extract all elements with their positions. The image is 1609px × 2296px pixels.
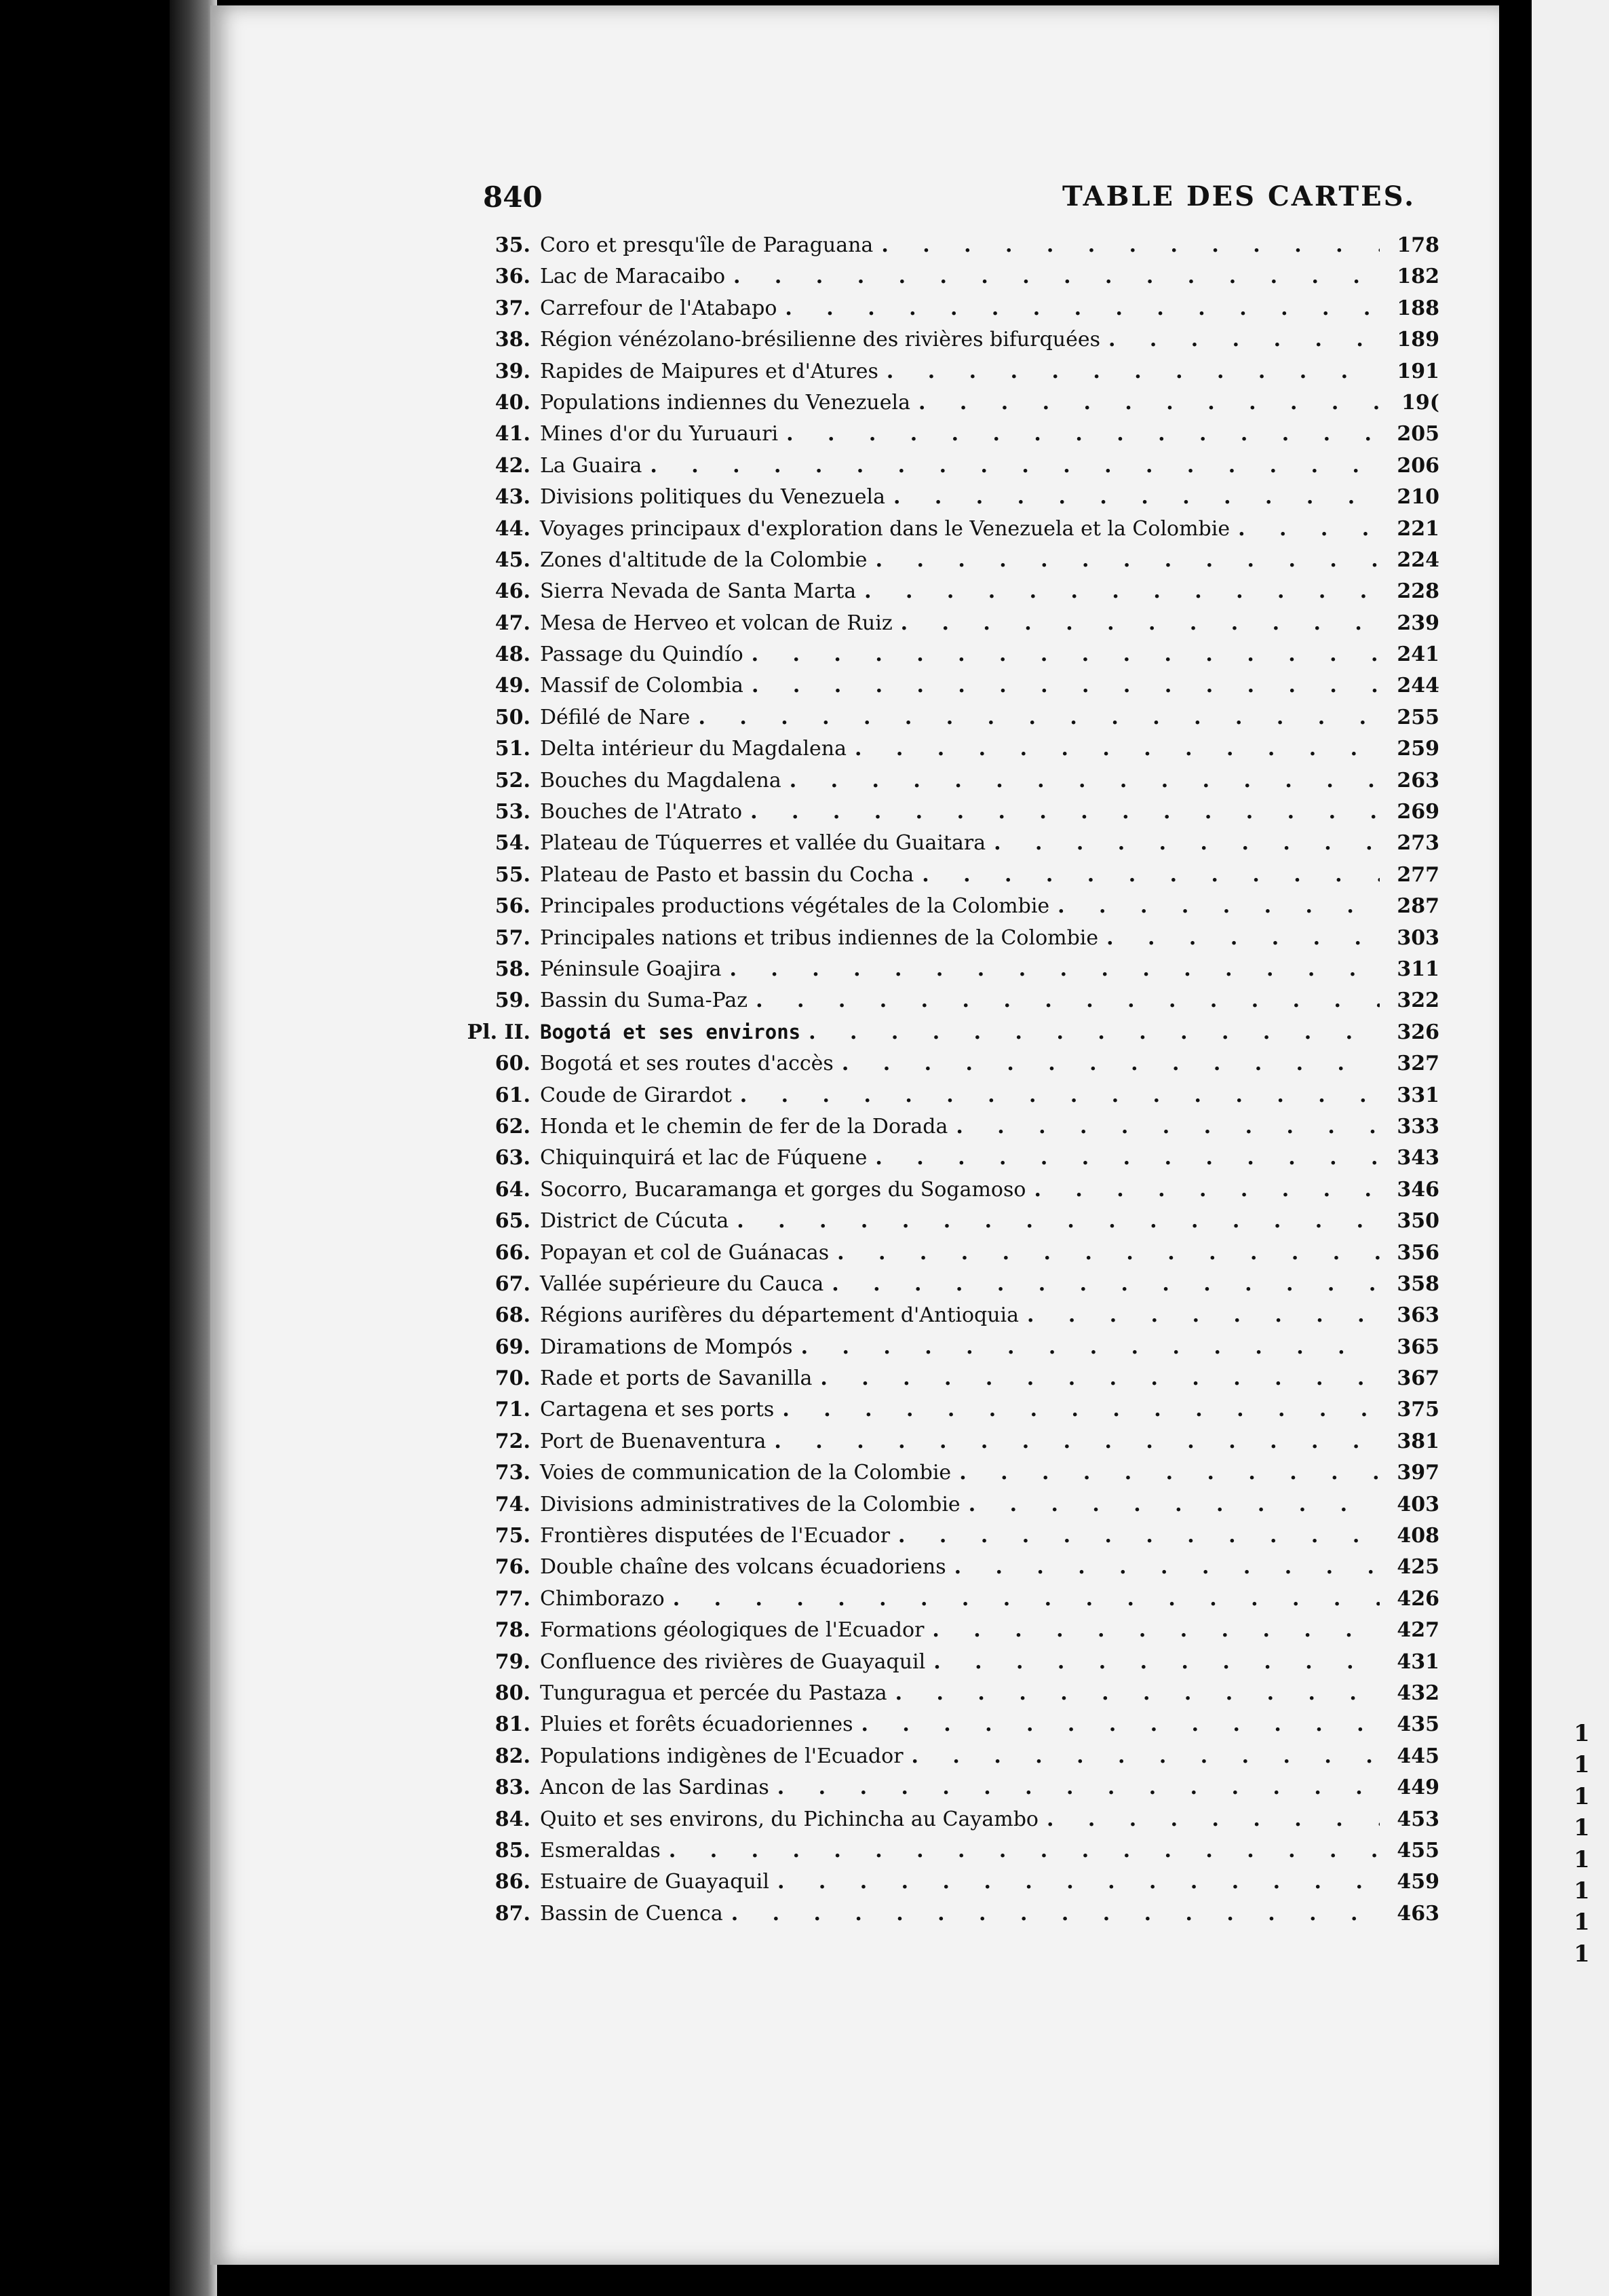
- toc-entry-title: Principales productions végétales de la Colombie: [540, 894, 1050, 919]
- toc-entry-number: 55.: [495, 862, 530, 887]
- toc-entry-title: Principales nations et tribus indiennes de la Colombie: [540, 925, 1099, 950]
- toc-entry: [449, 1555, 1439, 1586]
- toc-entry-page: 322: [1397, 989, 1439, 1013]
- toc-entry: [449, 265, 1439, 296]
- toc-entry-page: 244: [1397, 674, 1439, 698]
- dot-leader: [969, 1493, 1380, 1516]
- toc-entry-number: 38.: [495, 328, 530, 352]
- toc-entry: [449, 611, 1439, 643]
- toc-entry-title: Estuaire de Guayaquil: [540, 1870, 769, 1894]
- toc-entry-title: Région vénézolano-brésilienne des rivières bifurquées: [540, 328, 1101, 352]
- dot-leader: [820, 1366, 1380, 1390]
- toc-entry-number: 52.: [495, 768, 530, 792]
- toc-entry-page: 19(: [1401, 390, 1439, 415]
- dot-leader: [740, 1084, 1380, 1107]
- toc-entry: [449, 800, 1439, 831]
- toc-entry: [449, 1115, 1439, 1146]
- toc-entry-page: 287: [1397, 894, 1439, 919]
- toc-entry-number: 71.: [495, 1398, 530, 1422]
- toc-entry-number: Pl. II.: [467, 1020, 530, 1044]
- toc-entry-title: Mesa de Herveo et volcan de Ruiz: [540, 611, 893, 635]
- adjacent-page-fragment: 1: [1574, 1845, 1590, 1873]
- toc-entry-number: 78.: [495, 1618, 530, 1643]
- adjacent-page-fragment: 1: [1574, 1877, 1590, 1905]
- dot-leader: [837, 1241, 1380, 1265]
- toc-entry-title: Diramations de Mompós: [540, 1335, 793, 1359]
- toc-entry: [449, 328, 1439, 359]
- toc-entry-page: 397: [1397, 1461, 1439, 1485]
- toc-entry: [449, 1713, 1439, 1744]
- toc-entry: [449, 1020, 1439, 1052]
- toc-entry-number: 54.: [495, 831, 530, 856]
- dot-leader: [1034, 1178, 1380, 1202]
- toc-entry-number: 61.: [495, 1083, 530, 1107]
- toc-entry-page: 333: [1397, 1114, 1439, 1139]
- adjacent-page-fragment: 1: [1574, 1751, 1590, 1779]
- toc-entry: [449, 1209, 1439, 1240]
- dot-leader: [922, 863, 1380, 887]
- running-title: TABLE DES CARTES.: [1062, 180, 1416, 212]
- dot-leader: [895, 1681, 1380, 1705]
- toc-entry-title: Popayan et col de Guánacas: [540, 1240, 830, 1265]
- toc-entry-title: Cartagena et ses ports: [540, 1398, 775, 1422]
- toc-entry-number: 86.: [495, 1870, 530, 1894]
- toc-entry-title: Chiquinquirá et lac de Fúquene: [540, 1146, 868, 1170]
- toc-entry-page: 432: [1397, 1681, 1439, 1705]
- toc-entry-page: 453: [1397, 1807, 1439, 1831]
- toc-entry-number: 35.: [495, 233, 530, 257]
- toc-entry-page: 303: [1397, 925, 1439, 950]
- toc-entry-page: 263: [1397, 768, 1439, 792]
- toc-entry: [449, 926, 1439, 957]
- toc-entry-page: 178: [1397, 233, 1439, 257]
- dot-leader: [912, 1744, 1380, 1768]
- dot-leader: [809, 1020, 1380, 1044]
- toc-entry: [449, 1839, 1439, 1870]
- dot-leader: [801, 1335, 1380, 1359]
- toc-entry-number: 69.: [495, 1335, 530, 1359]
- toc-entry: [449, 579, 1439, 611]
- toc-entry: [449, 1493, 1439, 1524]
- toc-entry-title: Chimborazo: [540, 1586, 665, 1611]
- toc-entry-number: 50.: [495, 705, 530, 729]
- toc-entry-title: Lac de Maracaibo: [540, 265, 726, 289]
- toc-entry-number: 72.: [495, 1429, 530, 1453]
- toc-entry-number: 48.: [495, 643, 530, 667]
- dot-leader: [994, 831, 1380, 855]
- dot-leader: [756, 989, 1380, 1012]
- toc-entry-title: Voyages principaux d'exploration dans le Venezuela et la Colombie: [540, 516, 1230, 541]
- dot-leader: [777, 1870, 1380, 1894]
- toc-entry-number: 68.: [495, 1303, 530, 1328]
- toc-entry-title: Delta intérieur du Magdalena: [540, 737, 847, 761]
- toc-entry-page: 365: [1397, 1335, 1439, 1359]
- toc-entry: [449, 1084, 1439, 1115]
- toc-entry-number: 59.: [495, 989, 530, 1013]
- adjacent-page-fragment: 1: [1574, 1814, 1590, 1842]
- toc-entry-title: Bogotá et ses routes d'accès: [540, 1052, 834, 1076]
- toc-entry-page: 350: [1397, 1209, 1439, 1233]
- toc-entry: [449, 1524, 1439, 1555]
- toc-entry-number: 63.: [495, 1146, 530, 1170]
- toc-entry-page: 206: [1397, 453, 1439, 478]
- toc-entry-number: 47.: [495, 611, 530, 635]
- toc-entry: [449, 422, 1439, 453]
- toc-entry-number: 39.: [495, 359, 530, 383]
- toc-entry-title: Carrefour de l'Atabapo: [540, 296, 777, 320]
- toc-entry: [449, 674, 1439, 705]
- toc-entry-number: 82.: [495, 1744, 530, 1768]
- toc-entry: [449, 737, 1439, 768]
- toc-entry-number: 40.: [495, 390, 530, 415]
- toc-entry-page: 224: [1397, 548, 1439, 572]
- toc-entry-page: 408: [1397, 1524, 1439, 1548]
- toc-entry-number: 64.: [495, 1177, 530, 1202]
- dot-leader: [861, 1713, 1380, 1736]
- toc-entry-title: Défilé de Nare: [540, 705, 691, 729]
- toc-entry-number: 87.: [495, 1901, 530, 1926]
- adjacent-page-fragment: 1: [1574, 1720, 1590, 1747]
- toc-entry-title: Populations indigènes de l'Ecuador: [540, 1744, 904, 1768]
- toc-entry-title: Bouches du Magdalena: [540, 768, 781, 792]
- toc-entry-page: 431: [1397, 1649, 1439, 1674]
- toc-entry: [449, 706, 1439, 737]
- toc-entry-title: Rade et ports de Savanilla: [540, 1366, 813, 1391]
- toc-entry: [449, 1303, 1439, 1335]
- toc-entry-title: Port de Buenaventura: [540, 1429, 767, 1453]
- toc-entry-number: 60.: [495, 1052, 530, 1076]
- toc-entry-title: Pluies et forêts écuadoriennes: [540, 1713, 853, 1737]
- toc-entry-page: 381: [1397, 1429, 1439, 1453]
- adjacent-page-fragment: 1: [1574, 1909, 1590, 1936]
- toc-entry-title: Bassin du Suma-Paz: [540, 989, 748, 1013]
- toc-entry-page: 449: [1397, 1776, 1439, 1800]
- dot-leader: [875, 1146, 1380, 1170]
- dot-leader: [786, 422, 1380, 446]
- toc-entry-page: 205: [1397, 422, 1439, 446]
- toc-entry-number: 79.: [495, 1649, 530, 1674]
- toc-entry-number: 36.: [495, 265, 530, 289]
- toc-entry-number: 65.: [495, 1209, 530, 1233]
- toc-entry: [449, 1241, 1439, 1272]
- toc-entry-page: 375: [1397, 1398, 1439, 1422]
- toc-entry-number: 75.: [495, 1524, 530, 1548]
- toc-entry-page: 455: [1397, 1838, 1439, 1862]
- toc-entry-number: 74.: [495, 1492, 530, 1516]
- toc-entry-page: 269: [1397, 800, 1439, 824]
- dot-leader: [731, 1902, 1380, 1926]
- toc-entry: [449, 1744, 1439, 1776]
- dot-leader: [752, 674, 1380, 697]
- toc-entry-title: Régions aurifères du département d'Antioquia: [540, 1303, 1020, 1328]
- toc-entry-title: Vallée supérieure du Cauca: [540, 1271, 824, 1296]
- toc-entry-number: 44.: [495, 516, 530, 541]
- dot-leader: [790, 769, 1380, 792]
- toc-entry-title: Mines d'or du Yuruauri: [540, 422, 779, 446]
- dot-leader: [785, 296, 1380, 320]
- toc-entry-title: Divisions politiques du Venezuela: [540, 485, 885, 510]
- toc-entry-page: 356: [1397, 1240, 1439, 1265]
- toc-entry-number: 49.: [495, 674, 530, 698]
- dot-leader: [933, 1650, 1380, 1674]
- dot-leader: [887, 360, 1380, 383]
- toc-entry-page: 445: [1397, 1744, 1439, 1768]
- toc-entry-title: Frontières disputées de l'Ecuador: [540, 1524, 891, 1548]
- toc-entry: [449, 233, 1439, 265]
- dot-leader: [876, 548, 1380, 572]
- toc-entry: [449, 360, 1439, 391]
- toc-entry-title: Bogotá et ses environs: [540, 1020, 801, 1044]
- dot-leader: [774, 1430, 1380, 1453]
- toc-entry-page: 427: [1397, 1618, 1439, 1643]
- toc-entry: [449, 769, 1439, 800]
- toc-entry-page: 367: [1397, 1366, 1439, 1391]
- toc-entry-page: 326: [1397, 1020, 1439, 1044]
- dot-leader: [1108, 328, 1380, 351]
- toc-entry-title: Populations indiennes du Venezuela: [540, 390, 910, 415]
- dot-leader: [932, 1618, 1380, 1642]
- dot-leader: [893, 485, 1380, 509]
- toc-entry: [449, 485, 1439, 516]
- toc-entry: [449, 894, 1439, 925]
- toc-entry-page: 273: [1397, 831, 1439, 856]
- dot-leader: [669, 1839, 1380, 1862]
- dot-leader: [881, 233, 1380, 257]
- toc-entry-page: 239: [1397, 611, 1439, 635]
- toc-entry-page: 425: [1397, 1555, 1439, 1580]
- toc-entry-page: 346: [1397, 1177, 1439, 1202]
- toc-entry: [449, 1146, 1439, 1177]
- toc-entry-number: 85.: [495, 1838, 530, 1862]
- toc-entry: [449, 1052, 1439, 1083]
- toc-entry-page: 221: [1397, 516, 1439, 541]
- dot-leader: [733, 265, 1380, 288]
- adjacent-page-edge: [1532, 0, 1609, 2296]
- toc-entry-title: Massif de Colombia: [540, 674, 743, 698]
- toc-entry-number: 81.: [495, 1713, 530, 1737]
- toc-entry-title: Divisions administratives de la Colombie: [540, 1492, 961, 1516]
- toc-entry: [449, 1870, 1439, 1901]
- toc-entry-page: 228: [1397, 579, 1439, 604]
- toc-entry-page: 277: [1397, 862, 1439, 887]
- toc-entry-page: 363: [1397, 1303, 1439, 1328]
- toc-entry-number: 83.: [495, 1776, 530, 1800]
- toc-entry-number: 62.: [495, 1114, 530, 1139]
- dot-leader: [855, 737, 1380, 761]
- toc-entry-page: 403: [1397, 1492, 1439, 1516]
- toc-entry-number: 41.: [495, 422, 530, 446]
- dot-leader: [832, 1272, 1380, 1296]
- dot-leader: [901, 611, 1380, 635]
- toc-entry: [449, 517, 1439, 548]
- toc-entry: [449, 1430, 1439, 1461]
- toc-entry-title: Passage du Quindío: [540, 643, 743, 667]
- toc-entry-number: 51.: [495, 737, 530, 761]
- page-number: 840: [483, 180, 543, 214]
- dot-leader: [842, 1052, 1380, 1075]
- toc-entry: [449, 1272, 1439, 1303]
- toc-entry: [449, 1587, 1439, 1618]
- dot-leader: [729, 957, 1380, 981]
- toc-entry: [449, 1398, 1439, 1429]
- toc-entry-number: 84.: [495, 1807, 530, 1831]
- toc-entry-page: 331: [1397, 1083, 1439, 1107]
- dot-leader: [673, 1587, 1380, 1611]
- toc-entry-page: 259: [1397, 737, 1439, 761]
- toc-entry-number: 67.: [495, 1271, 530, 1296]
- toc-entry-number: 43.: [495, 485, 530, 510]
- toc-entry-number: 46.: [495, 579, 530, 604]
- toc-entry: [449, 1650, 1439, 1681]
- toc-entry-title: Zones d'altitude de la Colombie: [540, 548, 868, 572]
- toc-entry-title: Coro et presqu'île de Paraguana: [540, 233, 874, 257]
- toc-entry: [449, 548, 1439, 579]
- toc-entry-number: 37.: [495, 296, 530, 320]
- toc-entry: [449, 1461, 1439, 1492]
- dot-leader: [752, 643, 1380, 666]
- toc-entry-number: 80.: [495, 1681, 530, 1705]
- dot-leader: [1238, 517, 1380, 541]
- toc-entry-page: 241: [1397, 643, 1439, 667]
- toc-entry: [449, 831, 1439, 862]
- toc-entry: [449, 957, 1439, 989]
- dot-leader: [956, 1115, 1380, 1139]
- toc-entry-title: Ancon de las Sardinas: [540, 1776, 769, 1800]
- adjacent-page-fragment: 1: [1574, 1782, 1590, 1810]
- dot-leader: [898, 1524, 1380, 1548]
- toc-entry-number: 70.: [495, 1366, 530, 1391]
- toc-entry-page: 255: [1397, 705, 1439, 729]
- toc-entry: [449, 1902, 1439, 1933]
- toc-entry: [449, 1681, 1439, 1713]
- toc-entry-title: Voies de communication de la Colombie: [540, 1461, 952, 1485]
- toc-entry: [449, 1807, 1439, 1839]
- dot-leader: [918, 391, 1380, 415]
- toc-entry-page: 426: [1397, 1586, 1439, 1611]
- toc-entry-number: 56.: [495, 894, 530, 919]
- dot-leader: [698, 706, 1380, 729]
- running-header: [210, 180, 1499, 221]
- toc-entry-page: 191: [1397, 359, 1439, 383]
- adjacent-page-fragment: 1: [1574, 1940, 1590, 1968]
- dot-leader: [782, 1398, 1380, 1421]
- toc-entry-number: 73.: [495, 1461, 530, 1485]
- dot-leader: [954, 1555, 1380, 1579]
- toc-entry: [449, 1178, 1439, 1209]
- dot-leader: [777, 1776, 1380, 1799]
- toc-entry: [449, 391, 1439, 422]
- toc-entry-page: 311: [1397, 957, 1439, 981]
- dot-leader: [1027, 1303, 1380, 1327]
- toc-entry-page: 182: [1397, 265, 1439, 289]
- dot-leader: [750, 800, 1380, 824]
- dot-leader: [650, 454, 1380, 478]
- toc-entry-title: Plateau de Túquerres et vallée du Guaitara: [540, 831, 986, 856]
- toc-entry-title: Bassin de Cuenca: [540, 1901, 723, 1926]
- toc-entry: [449, 1335, 1439, 1366]
- dot-leader: [737, 1209, 1380, 1233]
- toc-entry: [449, 643, 1439, 674]
- dot-leader: [1058, 894, 1380, 918]
- toc-entry-title: Bouches de l'Atrato: [540, 800, 743, 824]
- dot-leader: [959, 1461, 1380, 1485]
- toc-entry-number: 57.: [495, 925, 530, 950]
- toc-entry-title: Socorro, Bucaramanga et gorges du Sogamoso: [540, 1177, 1026, 1202]
- toc-entry-title: Confluence des rivières de Guayaquil: [540, 1649, 926, 1674]
- toc-entry-title: Coude de Girardot: [540, 1083, 732, 1107]
- toc-entry-title: Sierra Nevada de Santa Marta: [540, 579, 857, 604]
- toc-entry-title: Plateau de Pasto et bassin du Cocha: [540, 862, 914, 887]
- toc-entry-title: Honda et le chemin de fer de la Dorada: [540, 1114, 948, 1139]
- toc-entry-title: District de Cúcuta: [540, 1209, 729, 1233]
- toc-entry-page: 463: [1397, 1901, 1439, 1926]
- toc-entry-page: 327: [1397, 1052, 1439, 1076]
- toc-entry-number: 66.: [495, 1240, 530, 1265]
- table-of-maps: [449, 233, 1439, 1933]
- toc-entry: [449, 1618, 1439, 1649]
- toc-entry-title: Esmeraldas: [540, 1838, 661, 1862]
- toc-entry-number: 42.: [495, 453, 530, 478]
- toc-entry: [449, 989, 1439, 1020]
- toc-entry-number: 77.: [495, 1586, 530, 1611]
- toc-entry-title: Péninsule Goajira: [540, 957, 722, 981]
- toc-entry-title: Rapides de Maipures et d'Atures: [540, 359, 878, 383]
- toc-entry-page: 188: [1397, 296, 1439, 320]
- toc-entry-number: 53.: [495, 800, 530, 824]
- toc-entry-title: La Guaira: [540, 453, 642, 478]
- dot-leader: [1106, 926, 1380, 950]
- toc-entry-title: Double chaîne des volcans écuadoriens: [540, 1555, 946, 1580]
- toc-entry-page: 459: [1397, 1870, 1439, 1894]
- toc-entry-page: 358: [1397, 1271, 1439, 1296]
- dot-leader: [1047, 1807, 1380, 1831]
- toc-entry: [449, 1776, 1439, 1807]
- toc-entry-title: Formations géologiques de l'Ecuador: [540, 1618, 925, 1643]
- toc-entry-page: 343: [1397, 1146, 1439, 1170]
- toc-entry: [449, 863, 1439, 894]
- toc-entry-page: 210: [1397, 485, 1439, 510]
- toc-entry: [449, 454, 1439, 485]
- toc-entry-page: 435: [1397, 1713, 1439, 1737]
- toc-entry-number: 76.: [495, 1555, 530, 1580]
- toc-entry-title: Quito et ses environs, du Pichincha au Cayambo: [540, 1807, 1039, 1831]
- toc-entry-number: 45.: [495, 548, 530, 572]
- toc-entry: [449, 296, 1439, 328]
- toc-entry-number: 58.: [495, 957, 530, 981]
- dot-leader: [864, 579, 1380, 603]
- toc-entry: [449, 1366, 1439, 1398]
- toc-entry-title: Tunguragua et percée du Pastaza: [540, 1681, 887, 1705]
- toc-entry-page: 189: [1397, 328, 1439, 352]
